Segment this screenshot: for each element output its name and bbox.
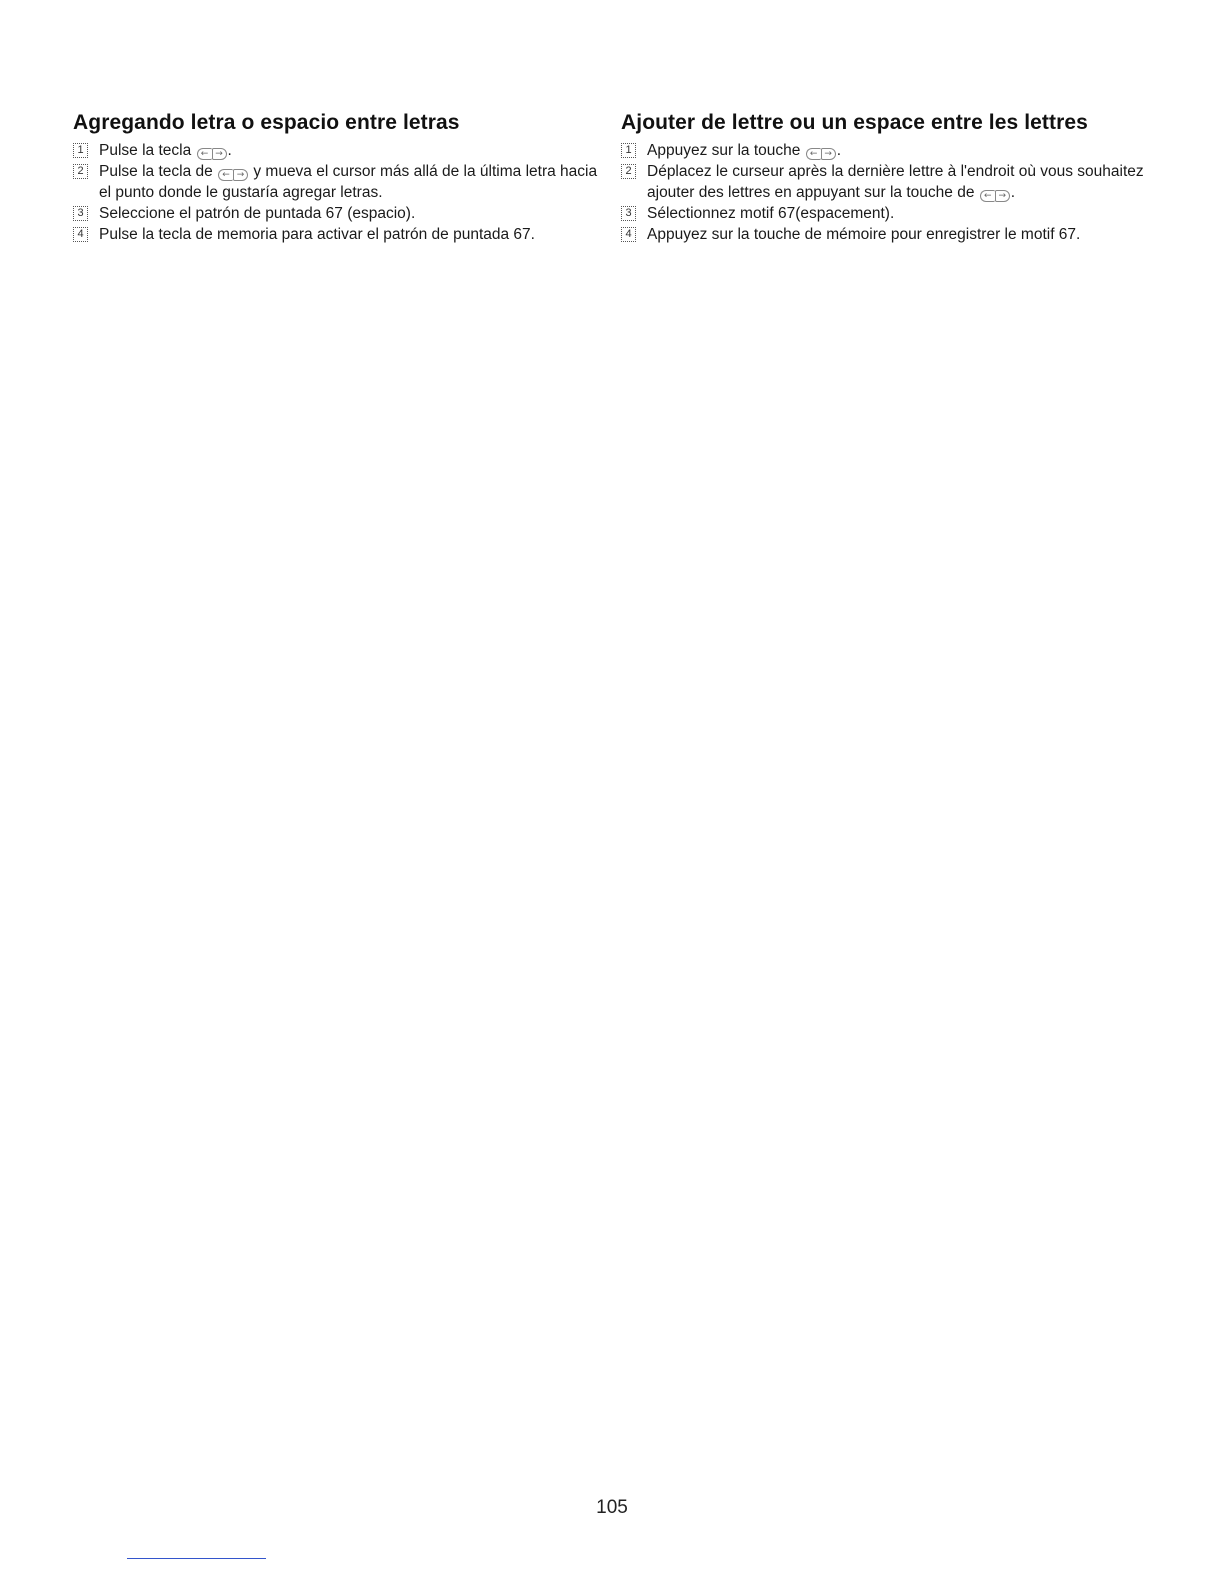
french-step-1 xyxy=(621,140,1161,161)
french-steps-list xyxy=(621,140,1161,245)
step-number-badge: 4 xyxy=(621,227,636,242)
step-text-suffix: y mueva el cursor más allá de la última letra hacia el punto donde le gustaría agregar letras. xyxy=(99,163,598,201)
step-text-suffix: . xyxy=(1010,184,1016,201)
step-text: Pulse la tecla de xyxy=(99,163,218,180)
step-number-badge: 4 xyxy=(73,227,88,242)
cursor-left-right-key-icon: ← → xyxy=(218,169,248,182)
spanish-step-1 xyxy=(73,140,613,161)
page-number: 105 xyxy=(596,1497,628,1518)
step-text: Sélectionnez motif 67(espacement). xyxy=(647,205,895,222)
step-number-badge: 1 xyxy=(73,143,88,158)
spanish-step-3 xyxy=(73,203,613,224)
cursor-left-right-key-icon: ← → xyxy=(980,190,1010,203)
step-text-suffix: . xyxy=(227,142,232,159)
spanish-section-title: Agregando letra o espacio entre letras xyxy=(73,111,460,134)
step-text: Pulse la tecla de memoria para activar el patrón de puntada 67. xyxy=(99,226,535,243)
step-number-badge: 3 xyxy=(621,206,636,221)
step-number-badge: 1 xyxy=(621,143,636,158)
step-text: Seleccione el patrón de puntada 67 (espacio). xyxy=(99,205,416,222)
french-step-2 xyxy=(621,161,1161,203)
step-text: Appuyez sur la touche de mémoire pour enregistrer le motif 67. xyxy=(647,226,1081,243)
cursor-left-right-key-icon: ← → xyxy=(806,148,836,161)
step-number-badge: 3 xyxy=(73,206,88,221)
spanish-step-4 xyxy=(73,224,613,245)
step-text: Appuyez sur la touche xyxy=(647,142,805,159)
spanish-section xyxy=(73,110,613,245)
step-text-suffix: . xyxy=(836,142,841,159)
cursor-left-right-key-icon: ← → xyxy=(197,148,227,161)
step-number-badge: 2 xyxy=(621,164,636,179)
step-text: Déplacez le curseur après la dernière lettre à l'endroit où vous souhaitez ajouter des lettres en appuyant sur la touche de xyxy=(647,163,1144,201)
spanish-steps-list xyxy=(73,140,613,245)
step-text: Pulse la tecla xyxy=(99,142,196,159)
french-section-title: Ajouter de lettre ou un espace entre les lettres xyxy=(621,111,1088,134)
spanish-step-2 xyxy=(73,161,613,203)
footer-divider xyxy=(127,1558,266,1559)
step-number-badge: 2 xyxy=(73,164,88,179)
french-section xyxy=(621,110,1161,245)
french-step-3 xyxy=(621,203,1161,224)
french-step-4 xyxy=(621,224,1161,245)
